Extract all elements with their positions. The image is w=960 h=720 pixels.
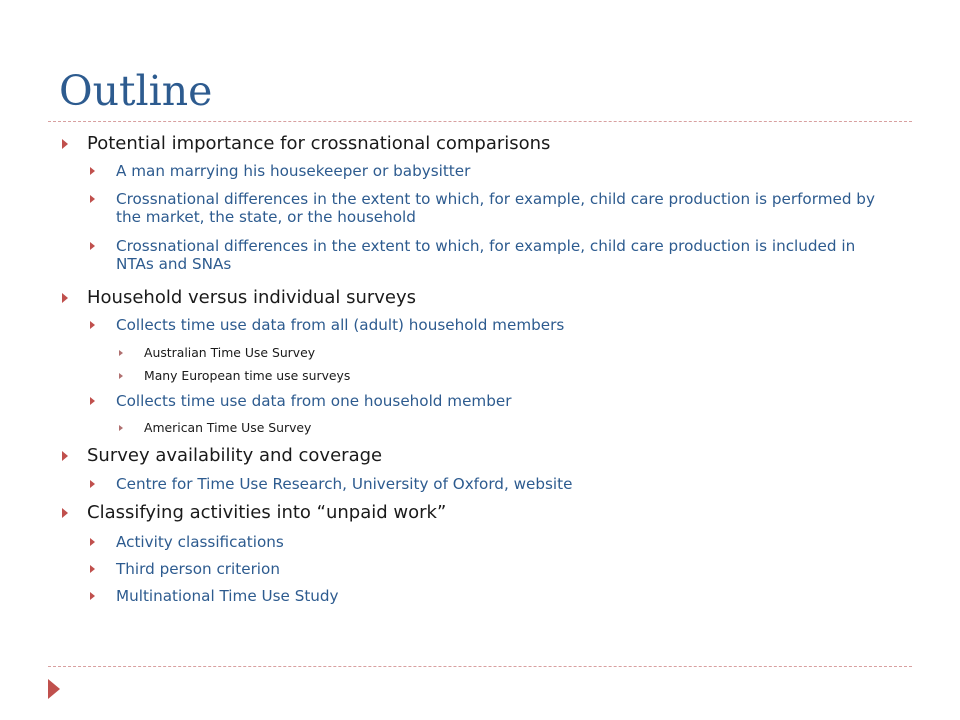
bullet-triangle-icon [90, 397, 95, 405]
bullet-triangle-icon [62, 139, 68, 149]
bullet-text: Third person criterion [116, 560, 280, 578]
bullet-triangle-icon [119, 425, 123, 431]
bullet-triangle-icon [62, 451, 68, 461]
slide-title: Outline [59, 67, 213, 115]
bullet-text: Multinational Time Use Study [116, 587, 339, 605]
bullet-triangle-icon [90, 242, 95, 250]
bullet-text: Potential importance for crossnational comparisons [87, 133, 551, 154]
bullet-triangle-icon [90, 167, 95, 175]
bullet-triangle-icon [90, 538, 95, 546]
bullet-triangle-icon [119, 373, 123, 379]
bullet-triangle-icon [62, 293, 68, 303]
bullet-triangle-icon [90, 565, 95, 573]
bullet-text: Classifying activities into “unpaid work” [87, 502, 447, 523]
bullet-text: Centre for Time Use Research, University of Oxford, website [116, 475, 573, 493]
bottom-divider [48, 666, 912, 667]
bullet-triangle-icon [90, 480, 95, 488]
bullet-text: Crossnational differences in the extent to which, for example, child care production is performed by the market, the state, or the household [116, 190, 875, 226]
bullet-triangle-icon [90, 321, 95, 329]
bullet-text: Collects time use data from one household member [116, 392, 512, 410]
bullet-text: Activity classifications [116, 533, 284, 551]
bullet-text: Australian Time Use Survey [144, 345, 316, 360]
bullet-text: A man marrying his housekeeper or babysitter [116, 162, 471, 180]
bullet-text: Collects time use data from all (adult) household members [116, 316, 565, 334]
corner-triangle-icon [48, 679, 60, 699]
bullet-text: Crossnational differences in the extent to which, for example, child care production is included in NTAs and SNAs [116, 237, 856, 273]
bullet-text: Survey availability and coverage [87, 445, 383, 466]
bullet-triangle-icon [62, 508, 68, 518]
bullet-triangle-icon [90, 592, 95, 600]
bullet-text: Household versus individual surveys [87, 287, 417, 308]
bullet-text: Many European time use surveys [144, 368, 351, 383]
bullet-triangle-icon [90, 195, 95, 203]
bullet-text: American Time Use Survey [144, 420, 312, 435]
bullet-triangle-icon [119, 350, 123, 356]
